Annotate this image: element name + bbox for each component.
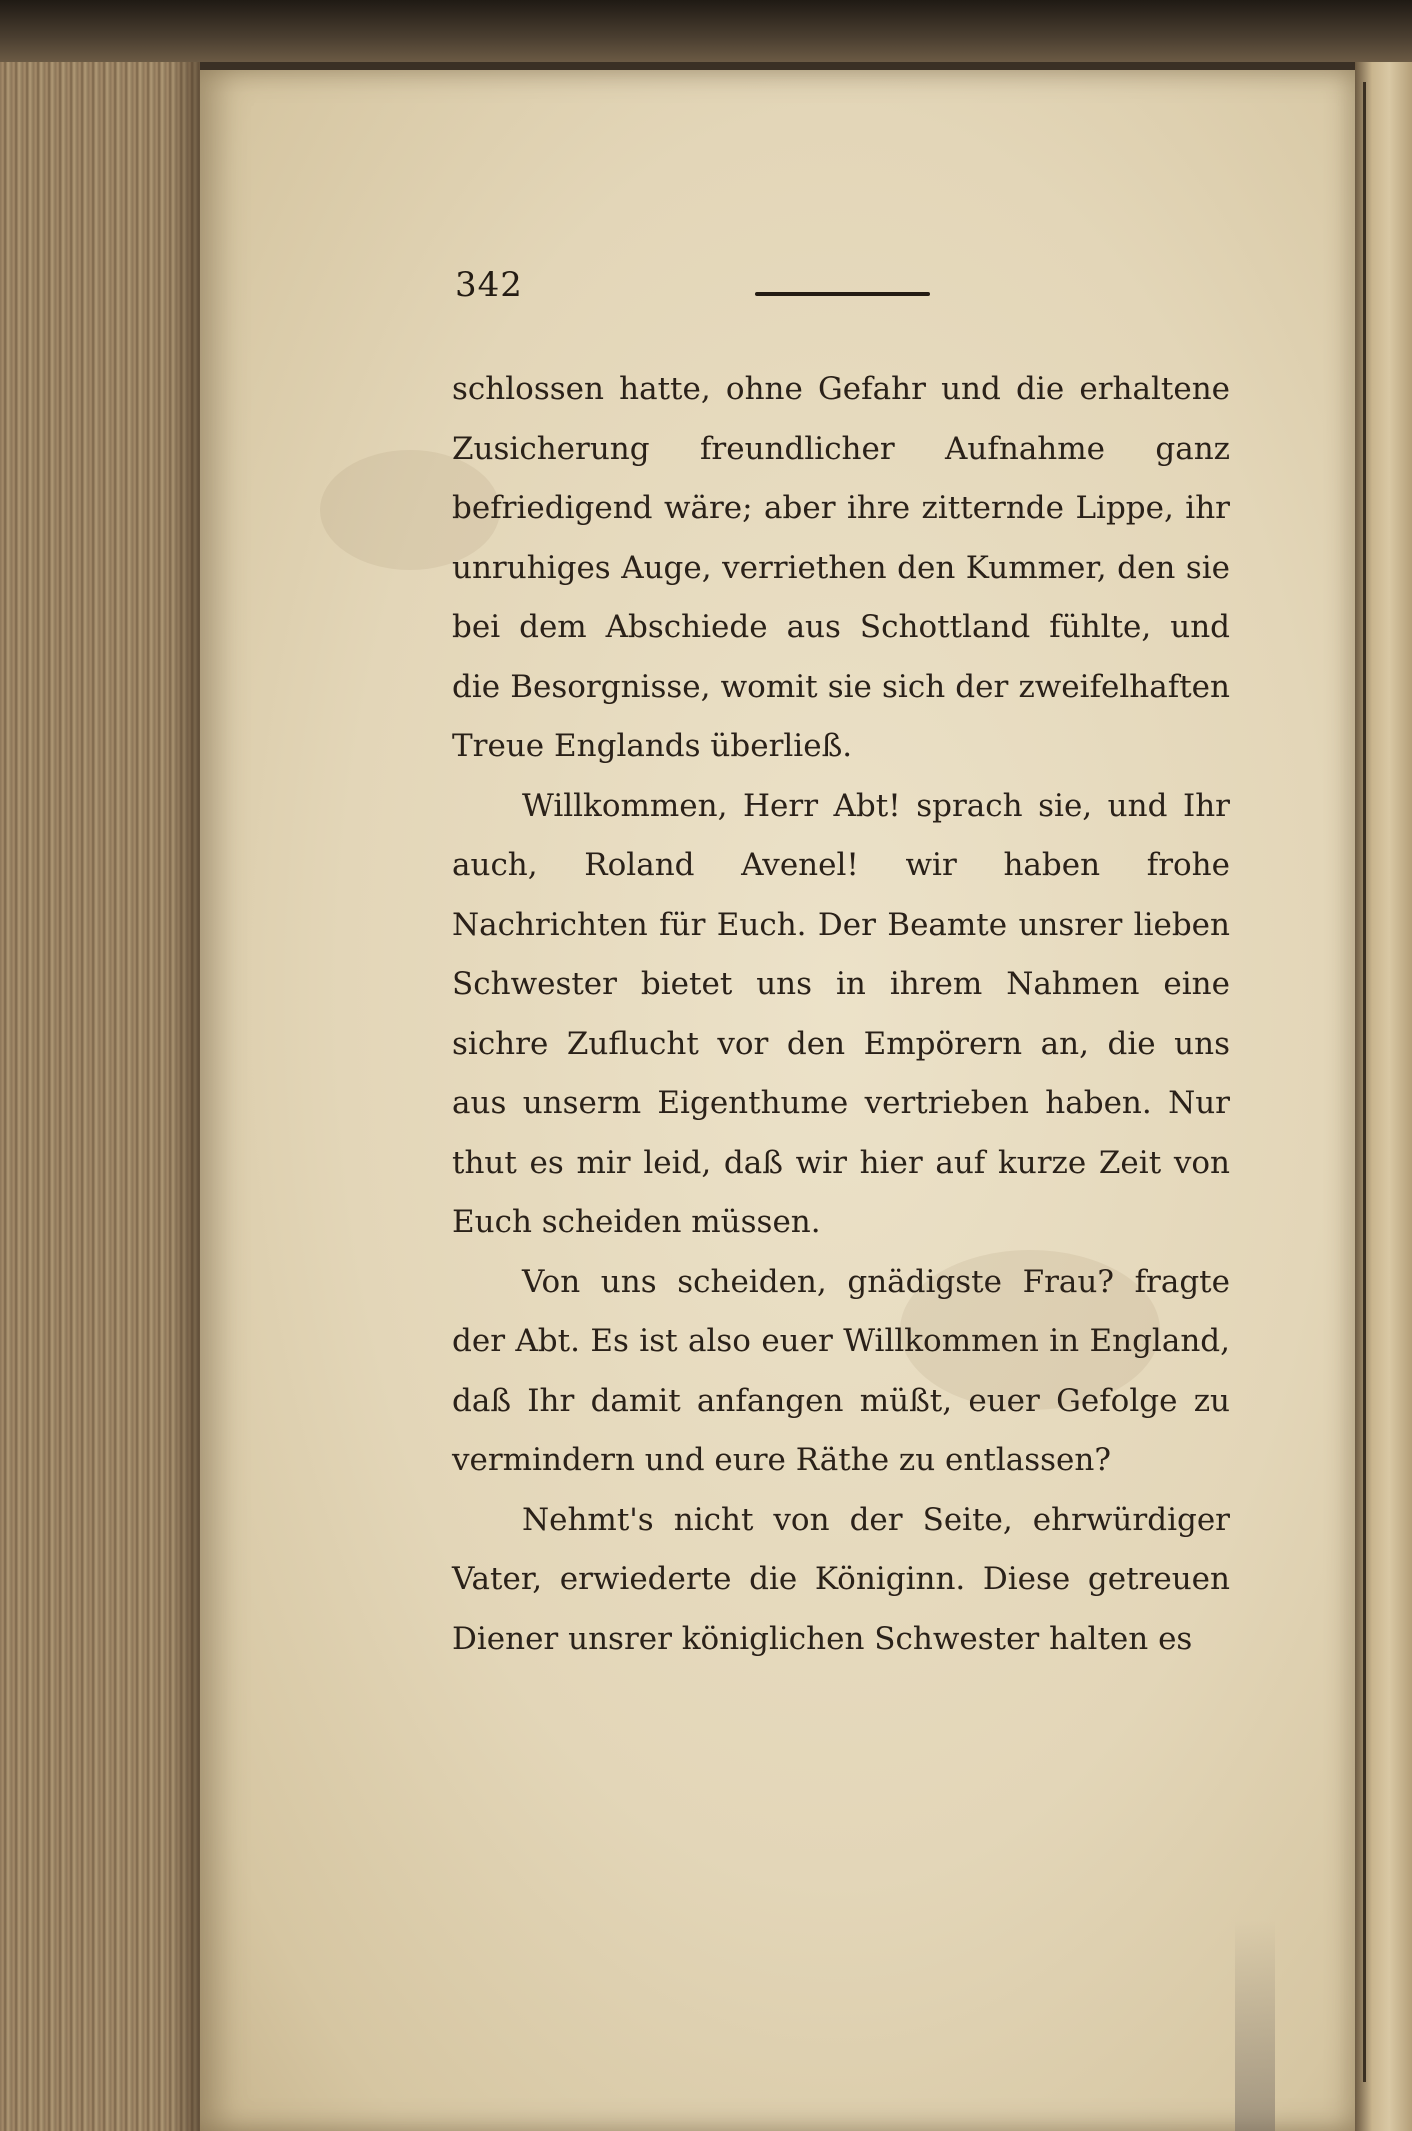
paragraph: Willkommen, Herr Abt! sprach sie, und Ihr auch, Roland Avenel! wir haben frohe Nachrichten für Euch. Der Beamte unsrer lieben Schwester bietet uns in ihrem Nahmen eine sichre Zuflucht vor den Empörern an, die uns aus unserm Eigenthume vertrieben haben. Nur thut es mir leid, daß wir hier auf kurze Zeit von Euch scheiden müssen. <box>452 787 1230 1240</box>
paragraph: Nehmt's nicht von der Seite, ehrwürdiger Vater, erwiederte die Königinn. Diese getreuen Diener unsrer königlichen Schwester halten es <box>452 1501 1230 1657</box>
header-rule <box>755 292 930 296</box>
paragraph: Von uns scheiden, gnädigste Frau? fragte der Abt. Es ist also euer Willkommen in England, daß Ihr damit anfangen müßt, euer Gefolge zu vermindern und eure Räthe zu entlassen? <box>452 1263 1230 1478</box>
page-number: 342 <box>455 265 523 305</box>
gutter-line <box>1363 82 1366 2082</box>
scan-shadow <box>1235 1920 1275 2131</box>
page-edges-left <box>0 62 200 2131</box>
facing-page-edge <box>1355 62 1412 2131</box>
page-header <box>455 265 935 315</box>
paragraph: schlossen hatte, ohne Gefahr und die erhaltene Zusicherung freundlicher Aufnahme ganz befriedigend wäre; aber ihre zitternde Lippe, ihr unruhiges Auge, verriethen den Kummer, den sie bei dem Abschiede aus Schottland fühlte, und die Besorgnisse, womit sie sich der zweifelhaften Treue Englands überließ. <box>452 371 1230 764</box>
book-top-edge <box>0 0 1412 62</box>
body-text <box>452 360 1230 1669</box>
